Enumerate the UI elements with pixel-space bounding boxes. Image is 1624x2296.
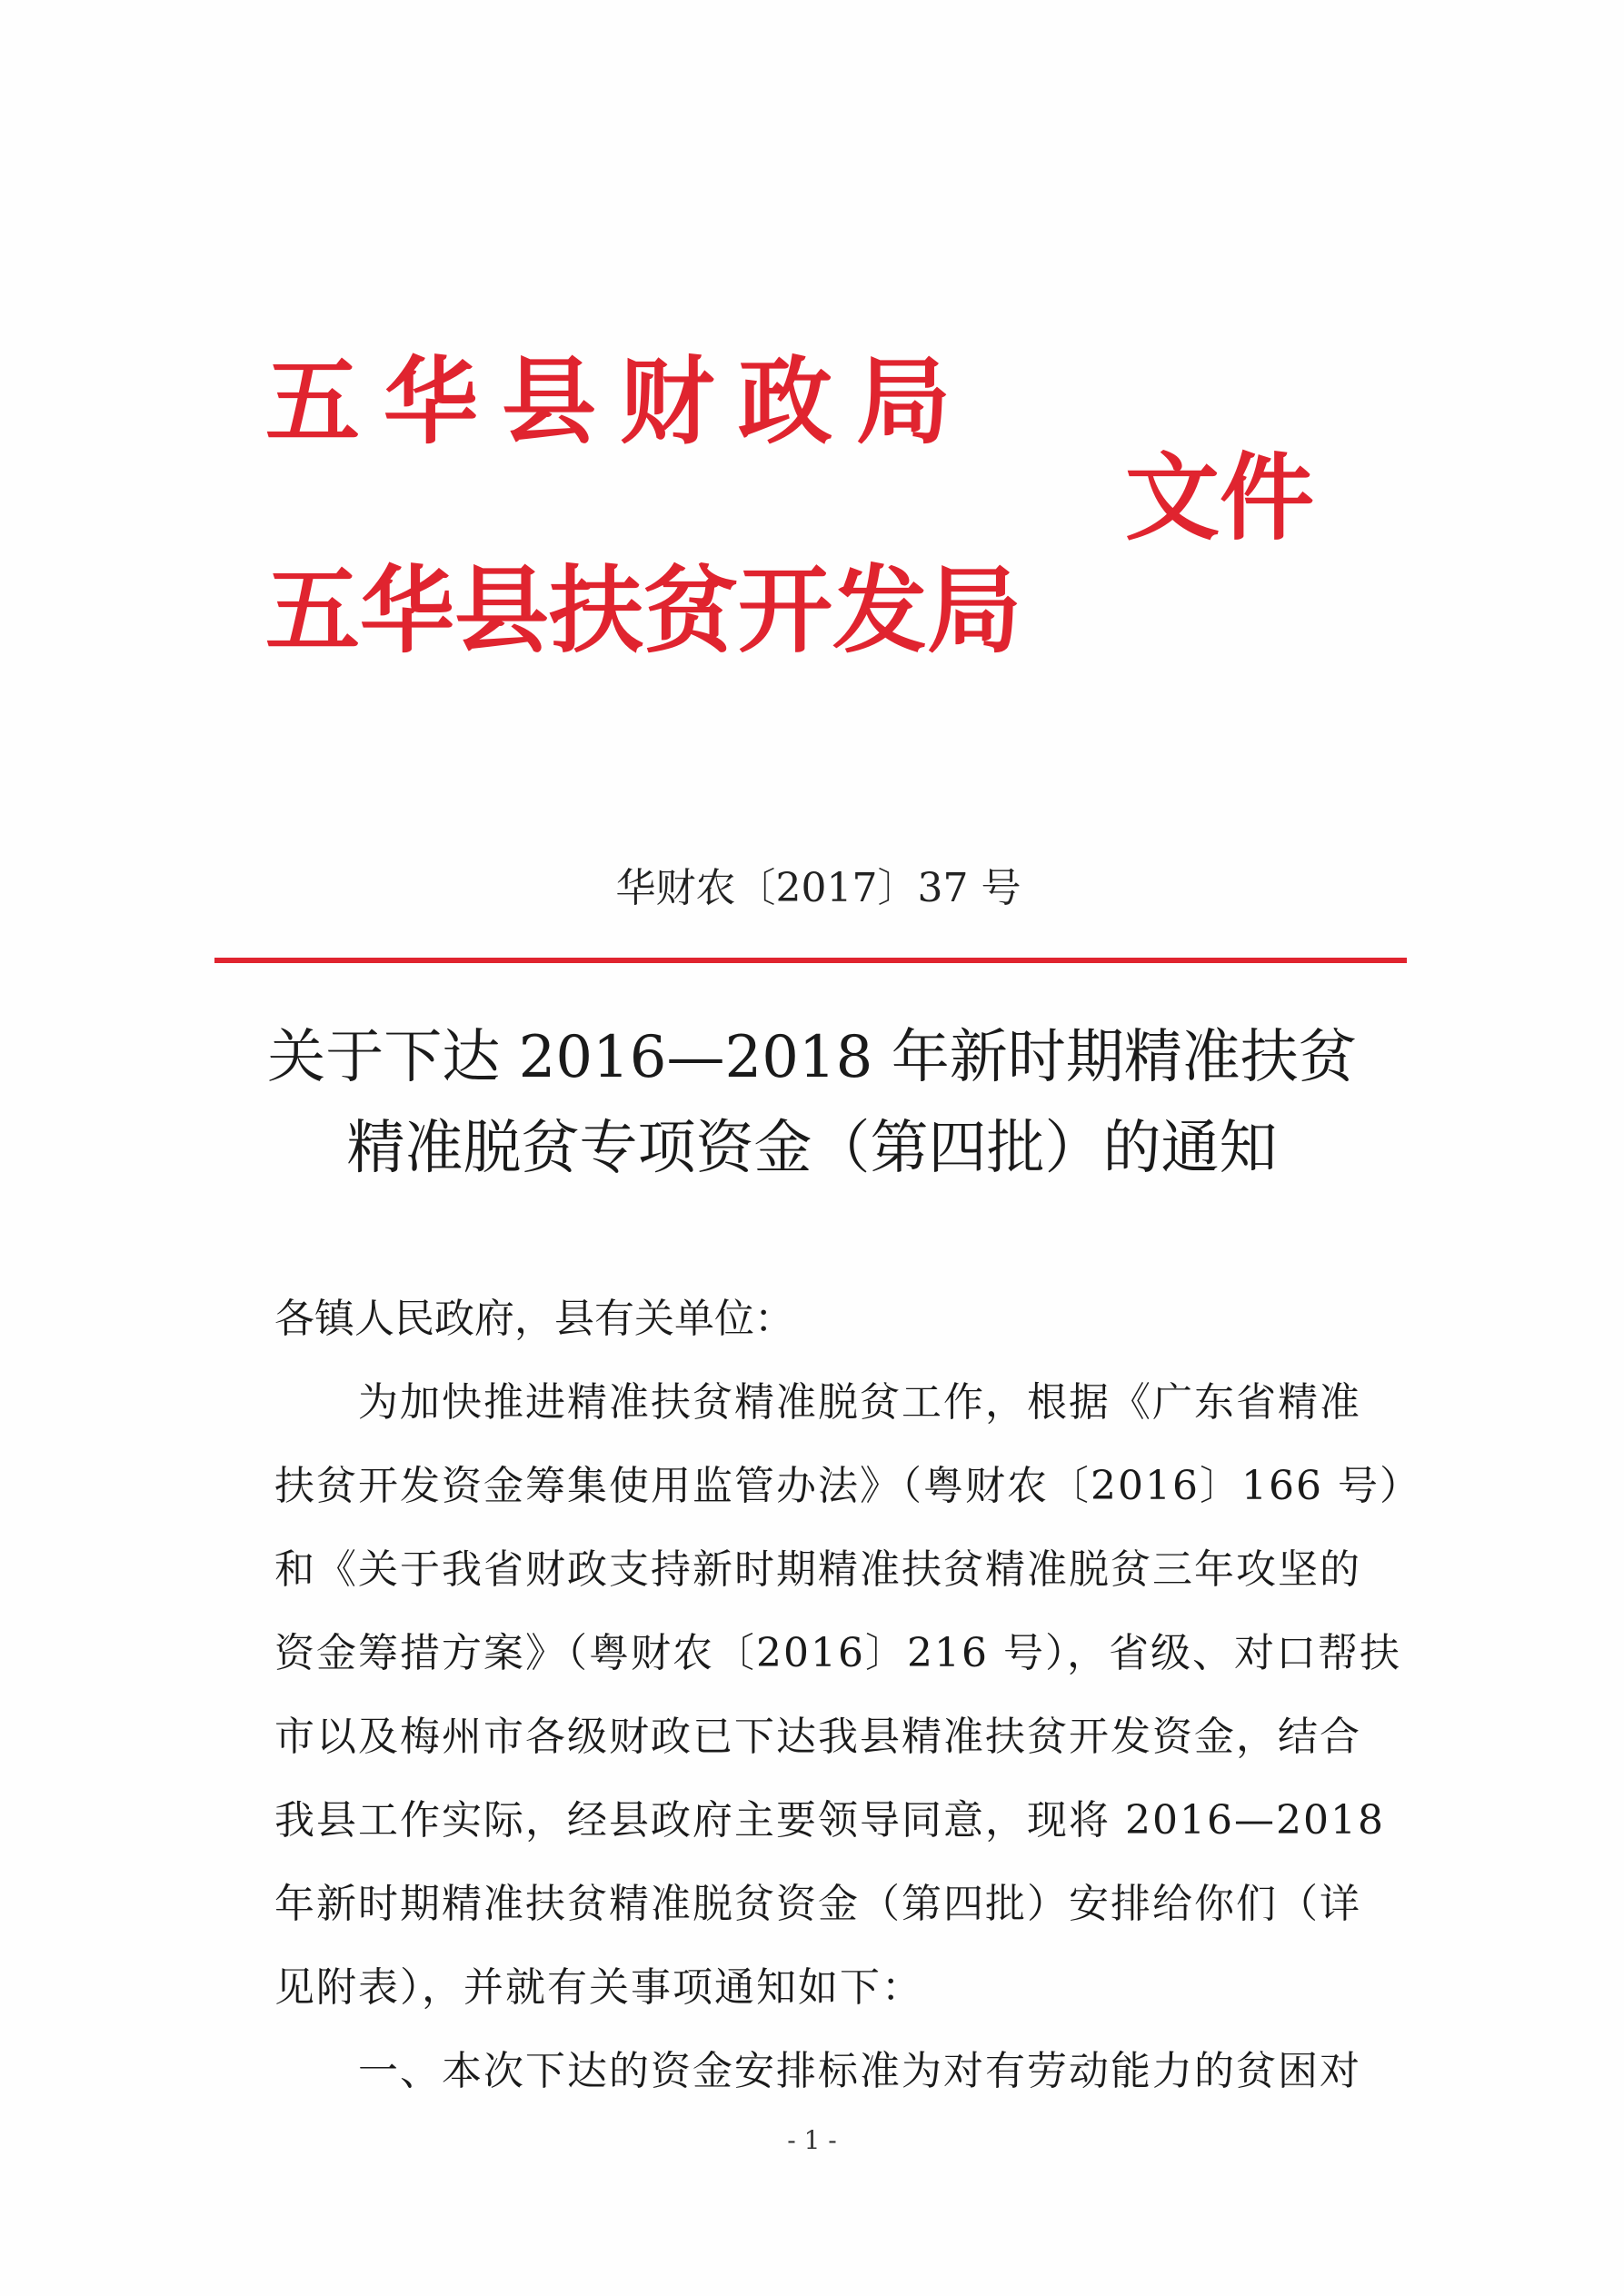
body-line: 资金筹措方案》（粤财农〔2016〕216 号），省级、对口帮扶 — [274, 1630, 1401, 1676]
body-line: 一、本次下达的资金安排标准为对有劳动能力的贫困对 — [274, 2048, 1361, 2094]
body-line: 我县工作实际，经县政府主要领导同意，现将 2016—2018 — [274, 1797, 1385, 1844]
document-title-line-1: 关于下达 2016—2018 年新时期精准扶贫 — [267, 1024, 1357, 1091]
body-line: 年新时期精准扶贫精准脱贫资金（第四批）安排给你们（详 — [274, 1881, 1361, 1927]
issuer-poverty-alleviation-bureau: 五华县扶贫开发局 — [265, 555, 1022, 666]
red-divider — [214, 958, 1407, 963]
page-number: - 1 - — [787, 2125, 837, 2155]
body-line: 市以及梅州市各级财政已下达我县精准扶贫开发资金，结合 — [274, 1714, 1361, 1760]
document-label: 文件 — [1125, 442, 1315, 553]
body-line: 见附表），并就有关事项通知如下： — [274, 1964, 923, 2011]
document-title-line-2: 精准脱贫专项资金（第四批）的通知 — [346, 1115, 1278, 1182]
document-number: 华财农〔2017〕37 号 — [615, 865, 1021, 911]
body-line: 扶贫开发资金筹集使用监管办法》（粤财农〔2016〕166 号） — [274, 1463, 1421, 1509]
issuer-finance-bureau: 五华县财政局 — [265, 346, 975, 457]
body-line: 和《关于我省财政支持新时期精准扶贫精准脱贫三年攻坚的 — [274, 1546, 1361, 1593]
body-line: 为加快推进精准扶贫精准脱贫工作，根据《广东省精准 — [274, 1379, 1361, 1426]
salutation: 各镇人民政府，县有关单位： — [274, 1296, 794, 1342]
